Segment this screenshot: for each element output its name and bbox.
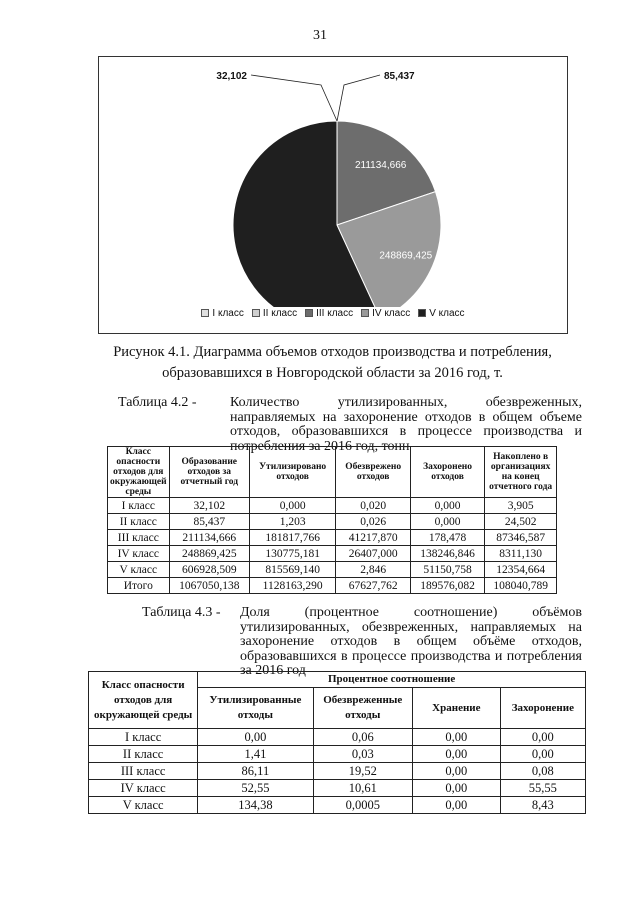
table-cell: 0,000 [249,498,335,514]
table-cell: 19,52 [313,763,413,780]
table-4-2-title: Количество утилизированных, обезвреженных, направляемых на захоронение отходов в общем объеме отходов, образовавшихся в процессе производства и потребления за 2016 год, тонн [230,395,582,454]
table-row [108,498,557,514]
chart-legend [99,308,567,319]
table-cell: 0,00 [413,729,501,746]
page-number: 31 [313,28,327,43]
table-cell: 1,203 [249,514,335,530]
row-label-cell: I класс [108,498,170,514]
table-row [89,797,586,814]
table-cell: 1128163,290 [249,578,335,594]
table-cell: 2,846 [336,562,411,578]
table-row [89,729,586,746]
legend-swatch [305,309,313,317]
table-cell: 52,55 [198,780,313,797]
row-label-cell: V класс [108,562,170,578]
table-cell: 85,437 [169,514,249,530]
table-4-3-title: Доля (процентное соотношение) объёмов утилизированных, обезвреженных, направляемых на захоронение отходов в общем объёме отходов, образовавшихся в процессе производства и потребления за 2016 год [240,605,582,678]
column-header-formed: Образование отходов за отчетный год [169,447,249,498]
table-4-3 [88,671,586,814]
table-row [89,746,586,763]
table-cell: 138246,846 [410,546,484,562]
column-header-class: Класс опасности отходов для окружающей среды [89,672,198,729]
row-label-cell: Итого [108,578,170,594]
row-label-cell: IV класс [108,546,170,562]
row-label-cell: IV класс [89,780,198,797]
column-header-neutralized: Обезврежено отходов [336,447,411,498]
table-cell: 41217,870 [336,530,411,546]
table-cell: 1,41 [198,746,313,763]
row-label-cell: III класс [108,530,170,546]
table-cell: 12354,664 [485,562,557,578]
column-header-storage: Хранение [413,688,501,729]
table-cell: 0,00 [500,746,585,763]
table-cell: 0,020 [336,498,411,514]
table-cell: 86,11 [198,763,313,780]
legend-swatch [418,309,426,317]
table-cell: 0,0005 [313,797,413,814]
leader-line [337,75,380,121]
table-cell: 0,03 [313,746,413,763]
row-label-cell: II класс [108,514,170,530]
table-cell: 0,026 [336,514,411,530]
table-cell: 0,08 [500,763,585,780]
pie-chart [98,56,568,334]
data-label: 85,437 [384,71,415,82]
legend-swatch [201,309,209,317]
legend-item [361,308,410,319]
table-cell: 181817,766 [249,530,335,546]
pie-chart-svg [99,57,569,307]
legend-label: IV класс [372,308,411,319]
column-header-utilized: Утилизированные отходы [198,688,313,729]
table-row [108,546,557,562]
table-row [108,578,557,594]
table-cell: 130775,181 [249,546,335,562]
data-label: 248869,425 [379,250,433,262]
legend-item [305,308,353,319]
table-4-3-number: Таблица 4.3 - [142,605,221,620]
column-header-buried: Захоронено отходов [410,447,484,498]
table-cell: 0,00 [413,763,501,780]
table-cell: 0,00 [413,746,501,763]
table-cell: 189576,082 [410,578,484,594]
table-cell: 0,00 [500,729,585,746]
table-cell: 24,502 [485,514,557,530]
table-cell: 32,102 [169,498,249,514]
column-header-accumulated: Накоплено в организациях на конец отчетного года [485,447,557,498]
table-4-2-header-row [108,447,557,498]
legend-swatch [252,309,260,317]
table-cell: 134,38 [198,797,313,814]
table-cell: 8,43 [500,797,585,814]
table-cell: 1067050,138 [169,578,249,594]
table-cell: 26407,000 [336,546,411,562]
table-cell: 10,61 [313,780,413,797]
table-cell: 51150,758 [410,562,484,578]
table-cell: 211134,666 [169,530,249,546]
legend-label: II класс [262,308,298,319]
table-cell: 8311,130 [485,546,557,562]
table-row [108,514,557,530]
table-cell: 0,00 [413,797,501,814]
table-row [108,562,557,578]
table-cell: 0,06 [313,729,413,746]
legend-swatch [361,309,369,317]
table-row [89,763,586,780]
table-4-2-number: Таблица 4.2 - [118,395,197,410]
table-4-3-header-row-1 [89,672,586,688]
legend-label: III класс [316,308,354,319]
legend-item [201,308,243,319]
table-cell: 178,478 [410,530,484,546]
legend-item [252,308,297,319]
row-label-cell: I класс [89,729,198,746]
table-cell: 0,000 [410,498,484,514]
table-cell: 606928,509 [169,562,249,578]
table-cell: 108040,789 [485,578,557,594]
column-header-utilized: Утилизировано отходов [249,447,335,498]
column-header-neutralized: Обезвреженные отходы [313,688,413,729]
table-cell: 55,55 [500,780,585,797]
figure-caption-line1: Рисунок 4.1. Диаграмма объемов отходов производства и потребления, [113,344,552,360]
column-header-group-percent: Процентное соотношение [198,672,586,688]
data-label: 32,102 [216,71,247,82]
data-label: 211134,666 [354,160,407,172]
table-row [89,780,586,797]
table-cell: 0,00 [413,780,501,797]
table-4-2 [107,446,557,594]
figure-caption [80,342,585,384]
table-cell: 248869,425 [169,546,249,562]
table-cell: 0,000 [410,514,484,530]
table-row [108,530,557,546]
table-cell: 0,00 [198,729,313,746]
figure-caption-line2: образовавшихся в Новгородской области за 2016 год, т. [162,365,503,381]
column-header-burial: Захоронение [500,688,585,729]
column-header-class: Класс опасности отходов для окружающей среды [108,447,170,498]
leader-line [251,75,337,121]
legend-label: I класс [212,308,244,319]
legend-item [418,308,464,319]
table-cell: 815569,140 [249,562,335,578]
table-cell: 87346,587 [485,530,557,546]
row-label-cell: III класс [89,763,198,780]
legend-label: V класс [429,308,465,319]
row-label-cell: II класс [89,746,198,763]
table-cell: 3,905 [485,498,557,514]
row-label-cell: V класс [89,797,198,814]
table-cell: 67627,762 [336,578,411,594]
